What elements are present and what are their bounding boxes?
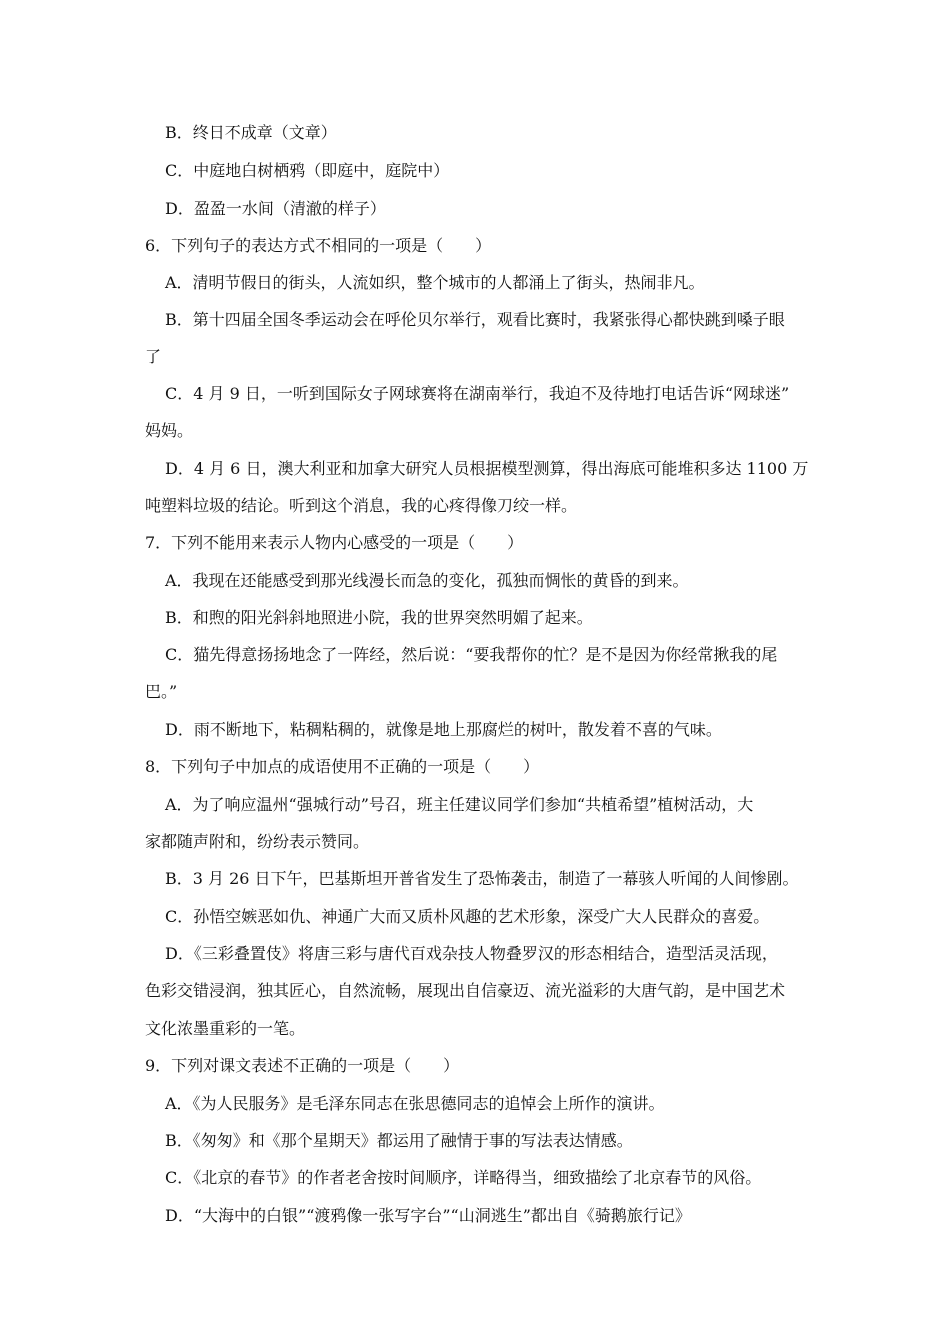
option-6a: A．清明节假日的街头，人流如织，整个城市的人都涌上了街头，热闹非凡。 [165, 273, 705, 292]
option-5d: D．盈盈一水间（清澈的样子） [165, 199, 386, 218]
question-8: 8．下列句子中加点的成语使用不正确的一项是（ ） [145, 757, 540, 776]
option-8c: C．孙悟空嫉恶如仇、神通广大而又质朴风趣的艺术形象，深受广大人民群众的喜爱。 [165, 907, 770, 926]
option-6b-continued: 了 [145, 347, 162, 366]
option-7a: A．我现在还能感受到那光线漫长而急的变化，孤独而惆怅的黄昏的到来。 [165, 571, 689, 590]
option-9a: A．《为人民服务》是毛泽东同志在张思德同志的追悼会上所作的演讲。 [165, 1094, 665, 1113]
option-9b: B．《匆匆》和《那个星期天》都运用了融情于事的写法表达情感。 [165, 1131, 633, 1150]
option-6d-continued: 吨塑料垃圾的结论。听到这个消息，我的心疼得像刀绞一样。 [145, 496, 578, 515]
option-6c: C．4 月 9 日，一听到国际女子网球赛将在湖南举行，我迫不及待地打电话告诉“网球迷” [165, 384, 790, 403]
option-5b: B．终日不成章（文章） [165, 123, 337, 142]
option-6c-continued: 妈妈。 [145, 421, 194, 440]
option-9c: C．《北京的春节》的作者老舍按时间顺序，详略得当，细致描绘了北京春节的风俗。 [165, 1168, 762, 1187]
option-6b: B．第十四届全国冬季运动会在呼伦贝尔举行，观看比赛时，我紧张得心都快跳到嗓子眼 [165, 310, 785, 329]
option-6d: D．4 月 6 日，澳大利亚和加拿大研究人员根据模型测算，得出海底可能堆积多达 1100 万 [165, 459, 809, 478]
option-9d: D．“大海中的白银”“渡鸦像一张写字台”“山洞逃生”都出自《骑鹅旅行记》 [165, 1206, 691, 1225]
option-8d: D．《三彩叠置伎》将唐三彩与唐代百戏杂技人物叠罗汉的形态相结合，造型活灵活现， [165, 944, 778, 963]
option-8b: B．3 月 26 日下午，巴基斯坦开普省发生了恐怖袭击，制造了一幕骇人听闻的人间惨剧。 [165, 869, 799, 888]
option-7b: B．和煦的阳光斜斜地照进小院，我的世界突然明媚了起来。 [165, 608, 593, 627]
option-8d-continued-2: 文化浓墨重彩的一笔。 [145, 1019, 306, 1038]
question-7: 7．下列不能用来表示人物内心感受的一项是（ ） [145, 533, 524, 552]
option-8a: A．为了响应温州“强城行动”号召，班主任建议同学们参加“共植希望”植树活动，大 [165, 795, 754, 814]
option-7c-continued: 巴。” [145, 682, 178, 701]
option-8d-continued-1: 色彩交错浸润，独其匠心，自然流畅，展现出自信豪迈、流光溢彩的大唐气韵，是中国艺术 [145, 981, 786, 1000]
question-9: 9．下列对课文表述不正确的一项是（ ） [145, 1056, 460, 1075]
option-5c: C．中庭地白树栖鸦（即庭中，庭院中） [165, 161, 450, 180]
option-7c: C．猫先得意扬扬地念了一阵经，然后说：“要我帮你的忙？是不是因为你经常揪我的尾 [165, 645, 778, 664]
question-6: 6．下列句子的表达方式不相同的一项是（ ） [145, 236, 492, 255]
option-8a-continued: 家都随声附和，纷纷表示赞同。 [145, 832, 370, 851]
option-7d: D．雨不断地下，粘稠粘稠的，就像是地上那腐烂的树叶，散发着不喜的气味。 [165, 720, 722, 739]
